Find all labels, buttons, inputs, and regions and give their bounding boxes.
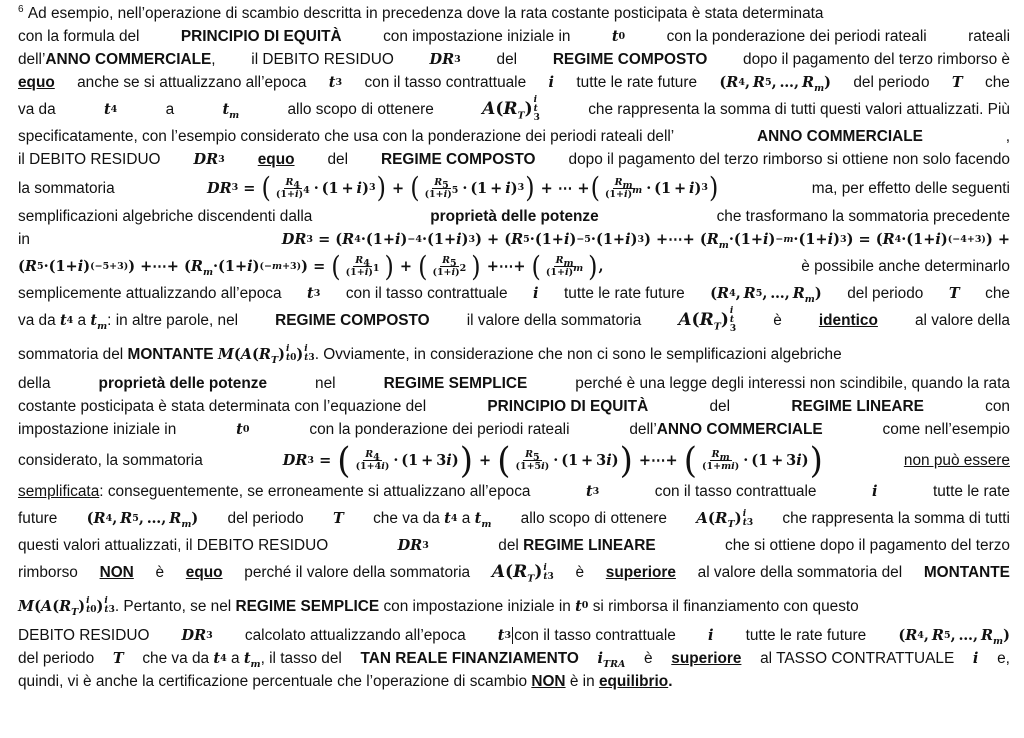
keyword-non: NON — [531, 673, 566, 690]
math-itra: $i_{TRA}$ — [597, 650, 626, 670]
text-line-9 — [18, 205, 1010, 228]
keyword-proprieta-potenze: proprietà delle potenze — [430, 208, 599, 225]
text-run: quindi, vi è anche la certificazione percentuale che l’operazione di scambio — [18, 673, 528, 690]
text-run: è possibile anche determinarlo — [801, 258, 1010, 275]
math-t4: t 4 — [103, 101, 118, 118]
text-run: è — [644, 650, 653, 667]
text-run: tutte le rate future — [745, 627, 867, 644]
text-run: . — [668, 673, 673, 690]
math-dr3: DR 3 — [429, 51, 461, 68]
text-run: perché è una legge degli interessi non scindibile, quando la rata — [575, 375, 1010, 392]
text-run: semplificazioni algebriche discendenti dalla — [18, 208, 313, 225]
text-run: che rappresenta la somma di tutti questi valori attualizzati. Più — [588, 101, 1010, 118]
text-line-21 — [18, 534, 1010, 557]
text-run: . Pertanto, se nel — [114, 597, 232, 615]
text-run: dell’ — [18, 51, 46, 68]
text-run: che — [985, 285, 1010, 302]
text-run: future — [18, 510, 58, 527]
text-run: tutte le rate future — [576, 74, 698, 91]
keyword-regime-semplice: REGIME SEMPLICE — [235, 597, 380, 615]
text-run: il DEBITO RESIDUO — [18, 151, 161, 168]
math-t0: t 0 — [611, 28, 626, 45]
math-A-RT: A ( $R_T$ ) i t3 — [696, 508, 754, 530]
text-line-14 — [18, 336, 1010, 372]
math-rates: ( R 4 , R 5 , …, $R_m$ ) — [898, 627, 1010, 647]
text-line-3: dell’ANNO COMMERCIALE, il DEBITO RESIDUO DR 3 del REGIME COMPOSTO dopo il pagamento del terzo rimborso è — [18, 48, 1010, 71]
text-run-underlined: semplificata — [18, 483, 100, 500]
keyword-regime-composto: REGIME COMPOSTO — [275, 312, 430, 329]
text-run: Ad esempio, nell’operazione di scambio descritta in precedenza dove la rata costante posticipata è stata determinata — [27, 5, 824, 22]
text-run-underlined: non può essere — [903, 452, 1010, 469]
math-sum-composto: DR 3 = ( $\frac{R_4}{(1+i)^4}$ · ( 1 + i ) 3 ) + ( $\frac{R_5}{(1+i)^5}$ · (1 + i ) 3 ) + ⋯ + ( $\frac{R_m}{(1+i)^m}$ · (1 + i ) 3 ) — [207, 171, 719, 205]
math-t3: t 3 — [585, 483, 600, 500]
keyword-montante: MONTANTE — [923, 564, 1010, 581]
text-run: con il tasso contrattuale — [654, 483, 817, 500]
keyword-superiore: superiore — [671, 650, 742, 667]
math-i: i — [548, 74, 555, 91]
text-run: della — [18, 375, 51, 392]
text-run: specificatamente, con l’esempio considerato che usa con la ponderazione dei periodi rateali dell’ — [18, 128, 675, 145]
math-power-expansion: DR 3 = ( R 4 ·(1+ i ) −4 ·(1+ i ) 3 ) + ( R 5 ·(1+ i ) −5 ·(1+ i ) 3 ) +⋯+ ( $R_m$ ·(1+ i ) −m ·(1+ i ) 3 ) = ( R 4 ·(1+ i ) (−4+3) ) + — [281, 231, 1010, 251]
math-i: i — [871, 483, 878, 500]
math-t0: t 0 — [236, 421, 250, 438]
text-run: , il tasso del — [260, 650, 342, 667]
text-run: considerato, la sommatoria — [18, 452, 203, 469]
text-run: tutte le rate future — [564, 285, 685, 302]
math-montante: M ( A ( $R_T$ ) i t0 ) i t3 — [18, 596, 115, 618]
text-run: allo scopo di ottenere — [520, 510, 667, 527]
keyword-regime-composto: REGIME COMPOSTO — [552, 51, 708, 68]
text-run: calcolato attualizzando all’epoca — [244, 627, 466, 644]
text-run: con impostazione iniziale in — [383, 28, 571, 45]
text-run: del periodo — [853, 74, 930, 91]
keyword-principio-equita: PRINCIPIO DI EQUITÀ — [180, 28, 342, 45]
math-T: T — [112, 650, 124, 667]
text-line-17 — [18, 418, 1010, 441]
math-tm: $t_m$ — [474, 510, 492, 530]
text-line-1 — [18, 2, 1010, 25]
text-run: la sommatoria — [18, 179, 115, 197]
text-line-18 — [18, 441, 1010, 480]
keyword-regime-lineare: REGIME LINEARE — [523, 537, 656, 554]
text-run: al valore della — [914, 312, 1010, 329]
text-run: che trasformano la sommatoria precedente — [716, 208, 1010, 225]
keyword-regime-composto: REGIME COMPOSTO — [381, 151, 536, 168]
text-run: rateali — [968, 28, 1010, 45]
text-run: nel — [315, 375, 336, 392]
text-line-16 — [18, 395, 1010, 418]
text-line-20 — [18, 503, 1010, 534]
text-run: a — [165, 101, 175, 118]
text-line-8 — [18, 171, 1010, 205]
text-run: ma, per effetto delle seguenti — [811, 179, 1010, 197]
text-run: si rimborsa il finanziamento con questo — [592, 597, 859, 615]
text-run: è in — [569, 673, 595, 690]
text-run: costante posticipata è stata determinata con l’equazione del — [18, 398, 427, 415]
math-t4: t 4 — [444, 510, 458, 527]
text-run: semplicemente attualizzando all’epoca — [18, 285, 282, 302]
keyword-tan-reale: TAN REALE FINANZIAMENTO — [360, 650, 579, 667]
text-run: è — [155, 564, 165, 581]
math-tm: $t_m$ — [222, 101, 240, 121]
text-run: il valore della sommatoria — [466, 312, 642, 329]
text-run: come nell’esempio — [882, 421, 1010, 438]
text-run: al valore della sommatoria del — [697, 564, 903, 581]
text-run: con il tasso contrattuale — [364, 74, 527, 91]
text-run: a — [77, 312, 87, 329]
text-line-12 — [18, 282, 1010, 305]
math-sum-lineare: DR 3 = ( $\frac{R_4}{(1+4i)}$ · (1 + 3 i ) ) + ( $\frac{R_5}{(1+5i)}$ · (1 + 3 i ) ) +⋯+ ( $\frac{R_m}{(1+mi)}$ · (1 + 3 i ) ) — [282, 439, 823, 482]
text-run: a — [230, 650, 240, 667]
keyword-anno-commerciale: ANNO COMMERCIALE — [656, 421, 823, 438]
text-run: del — [498, 537, 519, 554]
text-line-10 — [18, 228, 1010, 251]
text-line-13 — [18, 305, 1010, 336]
keyword-anno-commerciale: ANNO COMMERCIALE — [757, 128, 923, 145]
text-run: : conseguentemente, se erroneamente si attualizzano all’epoca — [99, 483, 531, 500]
text-line-22 — [18, 557, 1010, 588]
keyword-principio-equita: PRINCIPIO DI EQUITÀ — [487, 398, 649, 415]
math-A-RT: A ( $R_T$ ) i t 3 — [678, 306, 737, 334]
text-run: va da — [171, 650, 210, 667]
math-t0: t 0 — [575, 597, 589, 615]
math-tm: $t_m$ — [90, 312, 108, 332]
text-run: con il tasso contrattuale — [514, 627, 676, 644]
text-run: del periodo — [18, 650, 95, 667]
text-run: del — [496, 51, 518, 68]
text-run: perché il valore della sommatoria — [244, 564, 471, 581]
text-run: che si ottiene dopo il pagamento del terzo — [725, 537, 1010, 554]
text-line-23 — [18, 588, 1010, 624]
math-montante: M ( A ( $R_T$ ) i t0 ) i t3 — [217, 344, 315, 366]
text-run: impostazione iniziale in — [18, 421, 177, 438]
keyword-equo: equo — [257, 151, 295, 168]
text-line-4 — [18, 71, 1010, 94]
keyword-equo: equo — [18, 74, 55, 91]
text-cursor — [512, 627, 513, 644]
text-run: dell’ — [629, 421, 657, 438]
text-run: che — [373, 510, 398, 527]
text-run: con impostazione iniziale in — [383, 597, 571, 615]
text-run: con la ponderazione dei periodi rateali — [309, 421, 570, 438]
text-line-15 — [18, 372, 1010, 395]
text-run: anche se si attualizzano all’epoca — [77, 74, 307, 91]
text-run: tutte le rate — [932, 483, 1010, 500]
text-run: con il tasso contrattuale — [345, 285, 508, 302]
text-run: sommatoria del — [18, 345, 124, 363]
text-run: dopo il pagamento del terzo rimborso è — [743, 51, 1010, 68]
text-run: è — [773, 312, 782, 329]
text-run: va da — [18, 312, 56, 329]
math-power-simplified: ( R 5 ·(1+ i ) (−5+3) ) +⋯+ ( $R_m$ ·(1+ i ) (−m+3) ) = ( $\frac{R_4}{(1+i)^1}$ ) + ( $\frac{R_5}{(1+i)^2}$ ) +⋯+ ( $\frac{R_m}{(1+i)^m}$ ) , — [18, 250, 604, 283]
math-T: T — [951, 74, 963, 91]
keyword-proprieta-potenze: proprietà delle potenze — [98, 375, 268, 392]
math-rates: ( R 4 , R 5 , …, $R_m$ ) — [710, 285, 822, 305]
text-line-5 — [18, 94, 1010, 125]
keyword-regime-semplice: REGIME SEMPLICE — [383, 375, 528, 392]
math-tm: $t_m$ — [243, 650, 261, 670]
text-run: : in altre parole, nel — [107, 312, 239, 329]
text-run: a — [461, 510, 471, 527]
text-line-11 — [18, 251, 1010, 282]
text-run: . Ovviamente, in considerazione che non ci sono le semplificazioni algebriche — [314, 345, 842, 363]
text-run: del periodo — [227, 510, 304, 527]
math-t4: t 4 — [59, 312, 74, 329]
math-i: i — [707, 627, 714, 644]
text-run: dopo il pagamento del terzo rimborso si ottiene non solo facendo — [568, 151, 1010, 168]
text-run: che — [985, 74, 1010, 91]
text-line-24 — [18, 624, 1010, 647]
text-run: in — [18, 231, 30, 248]
text-run: allo scopo di ottenere — [287, 101, 434, 118]
text-run: che rappresenta la somma di tutti — [782, 510, 1010, 527]
math-i: i — [972, 650, 979, 667]
keyword-identico: identico — [818, 312, 878, 329]
math-dr3: DR 3 — [181, 627, 213, 644]
text-run: va da — [402, 510, 440, 527]
keyword-equilibrio: equilibrio — [598, 673, 669, 690]
math-A-RT: A ( $R_T$ ) i t3 — [491, 562, 554, 585]
math-rates: ( R 4 , R 5 , …, $R_m$ ) — [86, 510, 199, 530]
keyword-anno-commerciale: ANNO COMMERCIALE — [45, 51, 212, 68]
footnote-number: 6 — [18, 3, 24, 15]
math-t3: t 3 — [328, 74, 343, 91]
text-run: questi valori attualizzati, il DEBITO RESIDUO — [18, 537, 329, 554]
text-run: del — [709, 398, 731, 415]
text-run: al TASSO CONTRATTUALE — [760, 650, 955, 667]
keyword-superiore: superiore — [605, 564, 676, 581]
keyword-equo: equo — [185, 564, 223, 581]
keyword-non: NON — [99, 564, 134, 581]
math-dr3: DR 3 — [193, 151, 225, 168]
keyword-montante: MONTANTE — [127, 345, 214, 363]
keyword-regime-lineare: REGIME LINEARE — [791, 398, 924, 415]
math-t3: t 3 — [307, 285, 321, 302]
text-line-19 — [18, 480, 1010, 503]
text-run: che — [142, 650, 168, 667]
math-rates: ( R 4 , R 5 , …, $R_m$ ) — [719, 74, 831, 94]
text-run: con — [985, 398, 1010, 415]
text-run: va da — [18, 101, 56, 118]
text-run: del periodo — [847, 285, 924, 302]
math-i: i — [533, 285, 539, 302]
math-T: T — [333, 510, 344, 527]
text-run: e, — [997, 650, 1010, 667]
math-dr3: DR 3 — [397, 537, 429, 554]
text-run: con la formula del — [18, 28, 140, 45]
text-line-2 — [18, 25, 1010, 48]
math-T: T — [948, 285, 960, 302]
text-line-6: specificatamente, con l’esempio considerato che usa con la ponderazione dei periodi rateali dell’ ANNO COMMERCIALE , — [18, 125, 1010, 148]
text-run: rimborso — [18, 564, 78, 581]
text-line-7 — [18, 148, 1010, 171]
text-run: il DEBITO RESIDUO — [251, 51, 394, 68]
math-A-RT: A ( $R_T$ ) i t 3 — [482, 95, 540, 123]
text-line-26 — [18, 670, 1010, 693]
text-run: con la ponderazione dei periodi rateali — [666, 28, 927, 45]
math-t4: t 4 — [213, 650, 227, 667]
text-run: del — [327, 151, 349, 168]
math-t3: t 3 — [497, 627, 512, 644]
text-run: è — [575, 564, 585, 581]
text-run: DEBITO RESIDUO — [18, 627, 150, 644]
text-line-25 — [18, 647, 1010, 670]
